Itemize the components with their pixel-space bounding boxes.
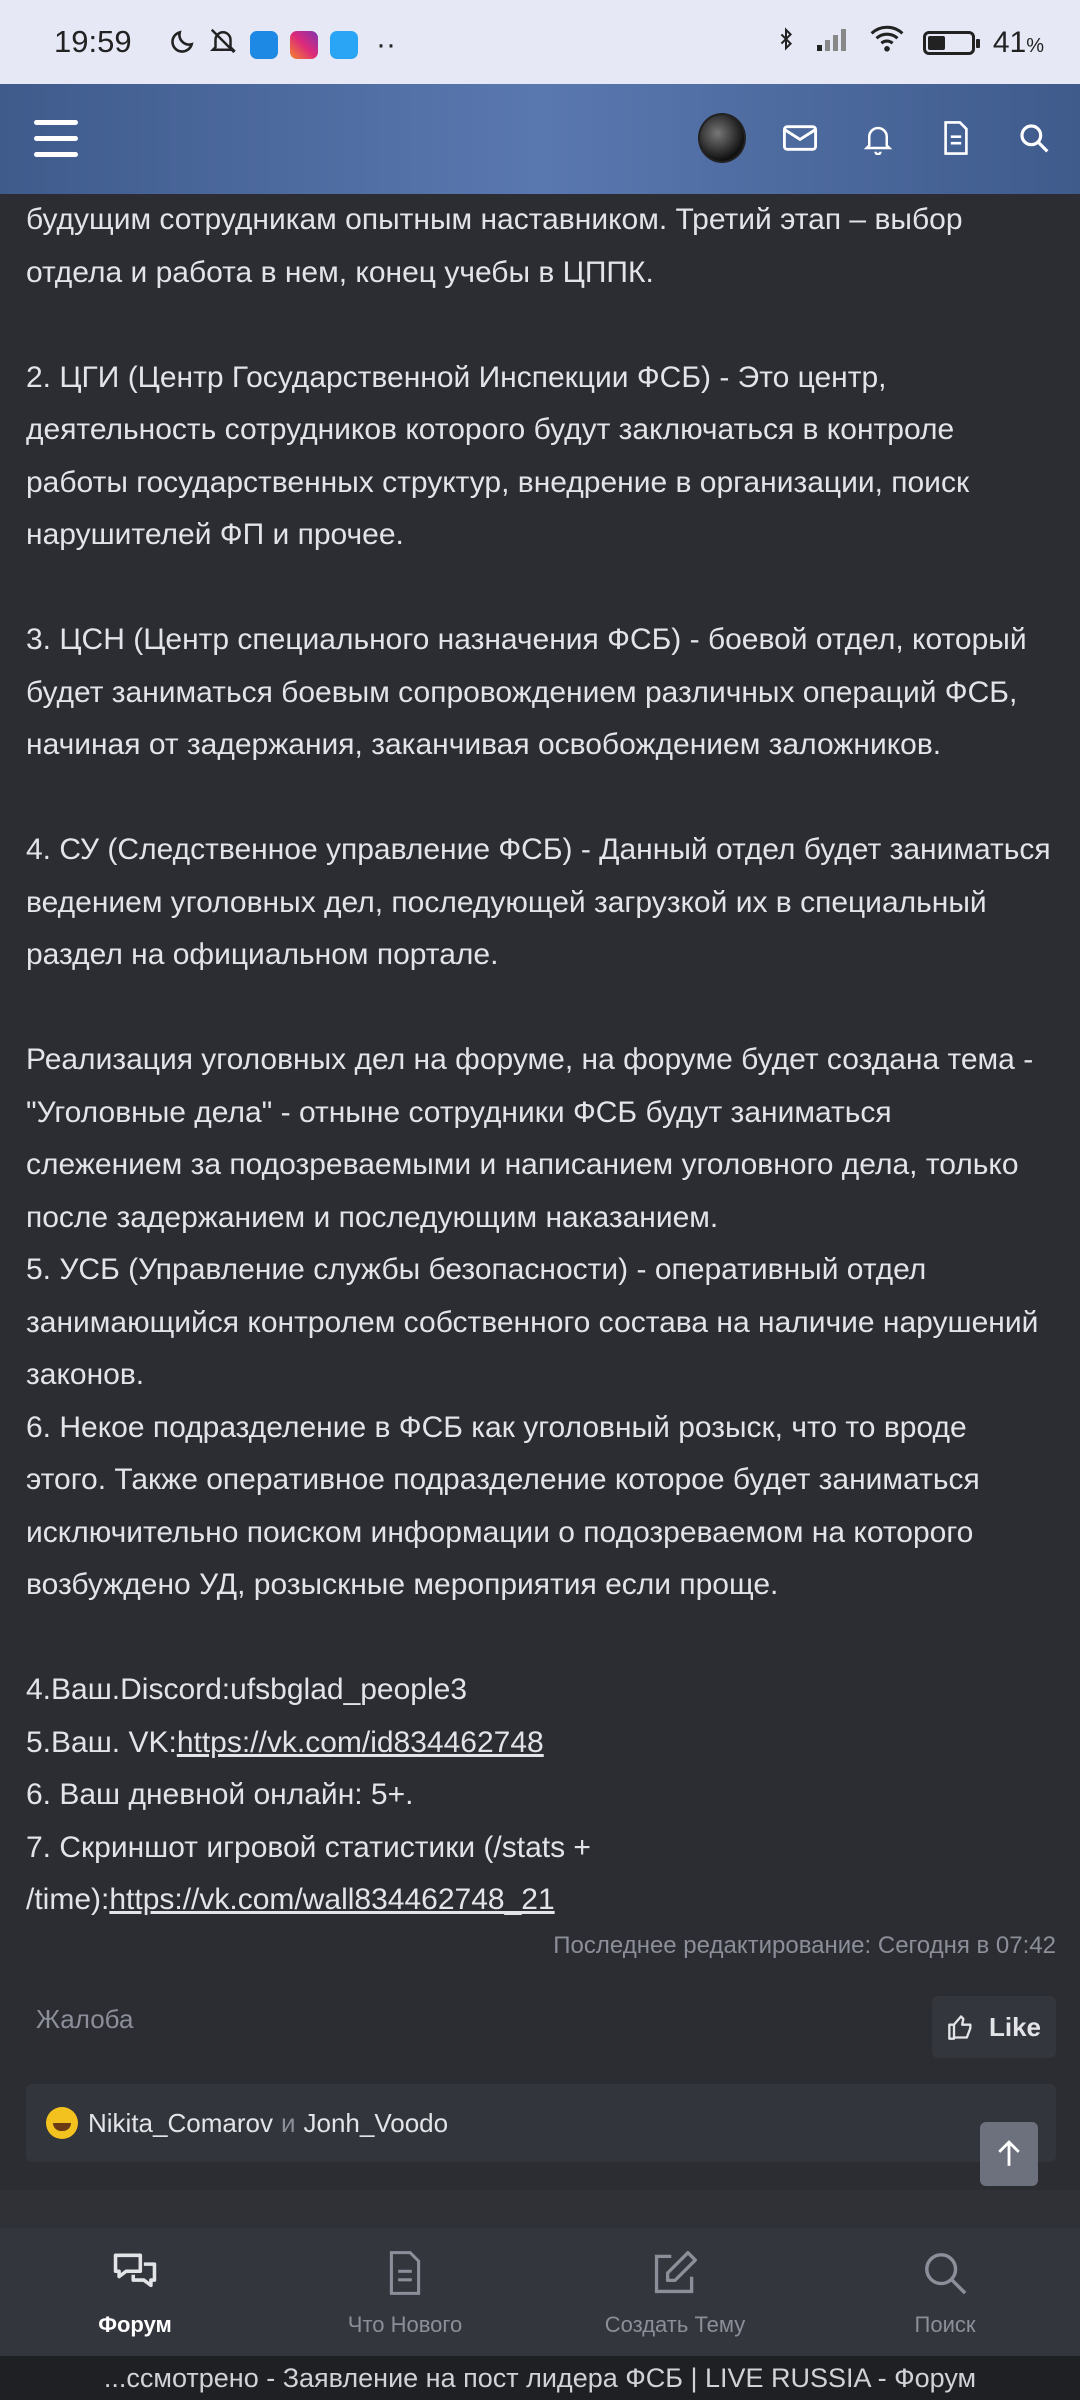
post-paragraph: 3. ЦСН (Центр специального назначения ФСБ) - боевой отдел, который будет заниматься боевым сопровождением различных операций ФСБ, начиная от задержания, заканчивая освобождением заложников.	[26, 623, 1027, 761]
avatar[interactable]	[698, 114, 746, 162]
battery-percent: 41%	[992, 26, 1044, 59]
nav-forum[interactable]: Форум	[0, 2228, 270, 2356]
nav-create-topic[interactable]: Создать Тему	[540, 2228, 810, 2356]
battery-icon	[923, 31, 975, 55]
report-link[interactable]: Жалоба	[36, 2004, 134, 2034]
vk-label: 5.Ваш. VK:	[26, 1725, 177, 1759]
header-actions	[698, 114, 1058, 162]
vk-link[interactable]: https://vk.com/id834462748	[176, 1725, 544, 1759]
post-answers	[26, 1664, 1056, 1927]
post-paragraph: Реализация уголовных дел на форуме, на форуме будет создана тема - "Уголовные дела" - отныне сотрудники ФСБ будут заниматься слежением за подозреваемыми и написанием уголовного дела, только после задержанием и последующим наказанием. 5. УСБ (Управление службы безопасности) - оперативный отдел занимающийся контролем собственного состава на наличие нарушений законов. 6. Некое подразделение в ФСБ как уголовный розыск, что то вроде этого. Также оперативное подразделение которое будет заниматься исключительно поиском информации о подозреваемом на которого возбуждено УД, розыскные мероприятия если проще.	[26, 1043, 1039, 1601]
stats-line: 7. Скриншот игровой статистики (/stats +	[26, 1830, 591, 1864]
divider	[0, 2190, 1080, 2228]
reaction-user[interactable]: Nikita_Comarov	[88, 2107, 273, 2138]
muted-bell-icon	[208, 26, 238, 64]
wifi-icon	[869, 25, 905, 61]
reactions-bar[interactable]	[26, 2084, 1056, 2162]
messenger-app-icon	[250, 31, 278, 59]
post-paragraph: будущим сотрудникам опытным наставником. Третий этап – выбор отдела и работа в нем, конец учебы в ЦППК.	[26, 203, 963, 289]
reaction-user[interactable]: Jonh_Voodo	[303, 2107, 449, 2138]
reaction-and: и	[280, 2107, 296, 2138]
scroll-top-button[interactable]	[980, 2122, 1038, 2186]
app-icon	[330, 31, 358, 59]
arrow-up-icon	[996, 2139, 1022, 2169]
bottom-nav	[0, 2228, 1080, 2356]
nav-search[interactable]: Поиск	[810, 2228, 1080, 2356]
post-paragraph: 4. СУ (Следственное управление ФСБ) - Данный отдел будет заниматься ведением уголовных дел, последующей загрузкой их в специальный раздел на официальном портале.	[26, 833, 1051, 971]
search-icon	[922, 2246, 968, 2300]
document-icon[interactable]	[932, 114, 980, 162]
nav-whats-new[interactable]: Что Нового	[270, 2228, 540, 2356]
status-time: 19:59	[54, 24, 132, 59]
signal-icon	[815, 25, 851, 61]
bluetooth-icon	[775, 24, 797, 62]
page-title-bar: ...ссмотрено - Заявление на пост лидера ФСБ | LIVE RUSSIA - Форум	[0, 2356, 1080, 2400]
laughing-emoji-icon	[46, 2107, 78, 2139]
like-button[interactable]	[932, 1996, 1056, 2058]
thumbs-up-icon	[947, 2013, 975, 2041]
mail-icon[interactable]	[776, 114, 824, 162]
last-edited: Последнее редактирование: Сегодня в 07:42	[553, 1932, 1056, 1959]
status-bar	[0, 0, 1080, 84]
menu-icon[interactable]	[34, 120, 78, 158]
moon-icon	[170, 27, 196, 63]
post-body	[26, 194, 1056, 1927]
search-icon[interactable]	[1010, 114, 1058, 162]
stats-label: /time):	[26, 1883, 110, 1916]
like-label: Like	[988, 2011, 1042, 2042]
chat-bubbles-icon	[110, 2246, 160, 2300]
document-icon	[388, 2246, 422, 2300]
status-icons-left	[170, 26, 396, 64]
edit-icon	[650, 2246, 700, 2300]
post-paragraph: 2. ЦГИ (Центр Государственной Инспекции ФСБ) - Это центр, деятельность сотрудников которого будут заключаться в контроле работы государственных структур, внедрение в организации, поиск нарушителей ФП и прочее.	[26, 360, 970, 551]
stats-link[interactable]: https://vk.com/wall834462748_21	[109, 1883, 555, 1916]
more-notifications-icon: ··	[376, 28, 396, 61]
instagram-app-icon	[290, 31, 318, 59]
discord-line: 4.Ваш.Discord:ufsbglad_people3	[26, 1673, 468, 1706]
forum-header	[0, 84, 1080, 194]
online-line: 6. Ваш дневной онлайн: 5+.	[26, 1778, 414, 1811]
bell-icon[interactable]	[854, 114, 902, 162]
status-icons-right	[775, 24, 1044, 62]
